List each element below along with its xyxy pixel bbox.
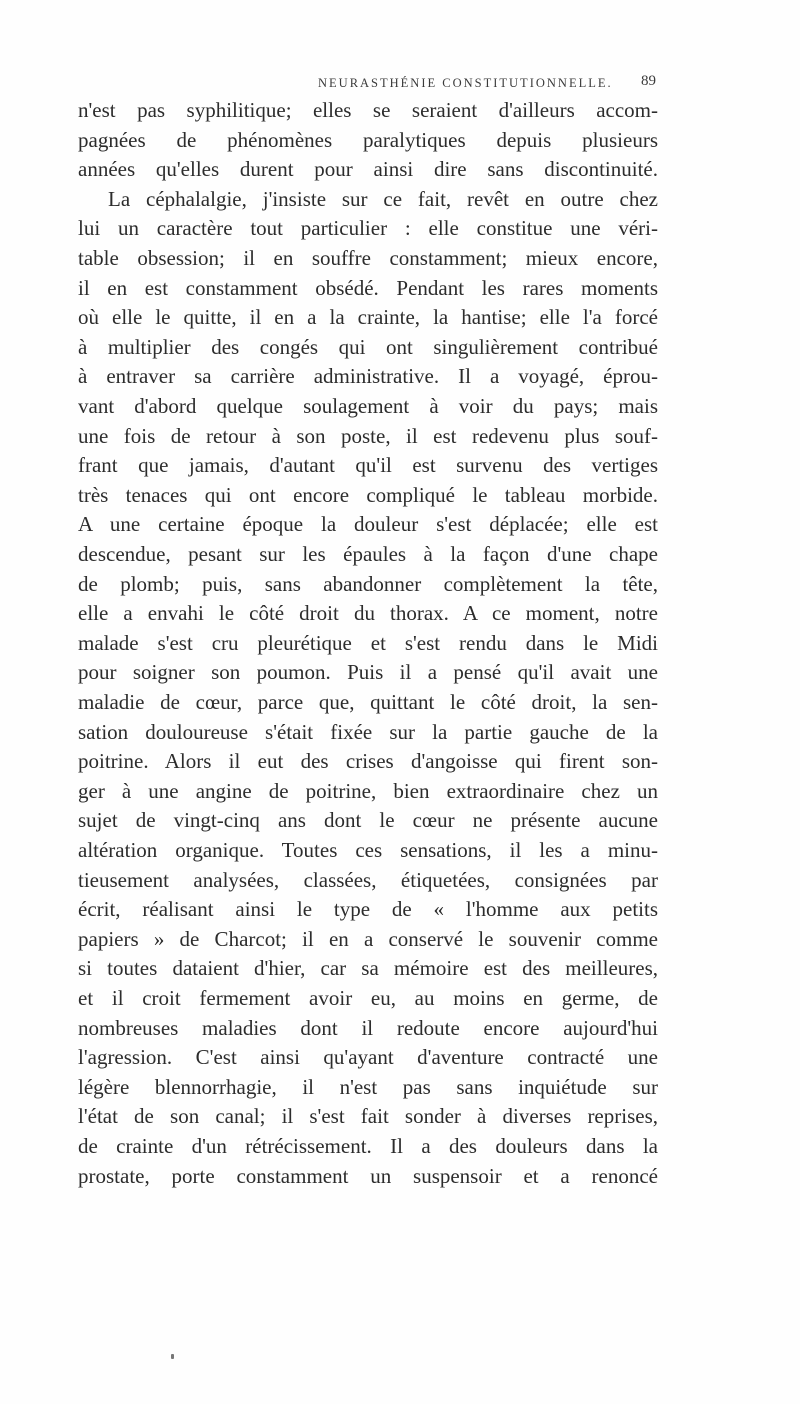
text-line: lui un caractère tout particulier : elle constitue une véri- bbox=[78, 216, 658, 241]
text-line: si toutes dataient d'hier, car sa mémoire est des meilleures, bbox=[78, 956, 658, 981]
text-line: papiers » de Charcot; il en a conservé le souvenir comme bbox=[78, 926, 658, 951]
text-line: années qu'elles durent pour ainsi dire sans discontinuité. bbox=[78, 157, 658, 182]
text-line: nombreuses maladies dont il redoute encore aujourd'hui bbox=[78, 1015, 658, 1040]
text-line: elle a envahi le côté droit du thorax. A ce moment, notre bbox=[78, 601, 658, 626]
text-line: pour soigner son poumon. Puis il a pensé qu'il avait une bbox=[78, 660, 658, 685]
text-line: très tenaces qui ont encore compliqué le tableau morbide. bbox=[78, 482, 658, 507]
text-line: légère blennorrhagie, il n'est pas sans inquiétude sur bbox=[78, 1074, 658, 1099]
text-line: frant que jamais, d'autant qu'il est survenu des vertiges bbox=[78, 453, 658, 478]
text-line: sujet de vingt-cinq ans dont le cœur ne présente aucune bbox=[78, 808, 658, 833]
text-line: où elle le quitte, il en a la crainte, la hantise; elle l'a forcé bbox=[78, 305, 658, 330]
text-line: et il croit fermement avoir eu, au moins en germe, de bbox=[78, 986, 658, 1010]
text-line: l'état de son canal; il s'est fait sonder à diverses reprises, bbox=[78, 1104, 658, 1129]
text-line: ger à une angine de poitrine, bien extraordinaire chez un bbox=[78, 778, 658, 803]
text-line: descendue, pesant sur les épaules à la façon d'une chape bbox=[78, 542, 658, 566]
text-line: l'agression. C'est ainsi qu'ayant d'aventure contracté une bbox=[78, 1045, 658, 1070]
text-line: sation douloureuse s'était fixée sur la partie gauche de la bbox=[78, 719, 658, 744]
text-line: altération organique. Toutes ces sensations, il les a minu- bbox=[78, 838, 658, 862]
text-line: de plomb; puis, sans abandonner complètement la tête, bbox=[78, 571, 658, 596]
text-line: poitrine. Alors il eut des crises d'angoisse qui firent son- bbox=[78, 749, 658, 774]
text-line: maladie de cœur, parce que, quittant le côté droit, la sen- bbox=[78, 690, 658, 714]
text-line: A une certaine époque la douleur s'est déplacée; elle est bbox=[78, 512, 658, 537]
text-line: vant d'abord quelque soulagement à voir du pays; mais bbox=[78, 394, 658, 418]
text-line: tieusement analysées, classées, étiquetées, consignées par bbox=[78, 867, 658, 892]
text-line: prostate, porte constamment un suspensoir et a renoncé bbox=[78, 1163, 658, 1188]
text-line: La céphalalgie, j'insiste sur ce fait, revêt en outre chez bbox=[108, 186, 658, 211]
text-line: à multiplier des congés qui ont singulièrement contribué bbox=[78, 334, 658, 359]
text-line: n'est pas syphilitique; elles se seraient d'ailleurs accom- bbox=[78, 98, 658, 122]
text-line: table obsession; il en souffre constamment; mieux encore, bbox=[78, 246, 658, 270]
ink-speck bbox=[171, 1354, 174, 1359]
text-line: écrit, réalisant ainsi le type de « l'homme aux petits bbox=[78, 897, 658, 922]
text-line: pagnées de phénomènes paralytiques depuis plusieurs bbox=[78, 127, 658, 152]
text-line: à entraver sa carrière administrative. Il a voyagé, éprou- bbox=[78, 364, 658, 389]
text-line: de crainte d'un rétrécissement. Il a des douleurs dans la bbox=[78, 1134, 658, 1158]
text-line: il en est constamment obsédé. Pendant les rares moments bbox=[78, 275, 658, 300]
text-line: une fois de retour à son poste, il est redevenu plus souf- bbox=[78, 423, 658, 448]
running-title: NEURASTHÉNIE CONSTITUTIONNELLE. bbox=[318, 76, 613, 90]
text-line: malade s'est cru pleurétique et s'est rendu dans le Midi bbox=[78, 630, 658, 655]
page-number: 89 bbox=[641, 73, 656, 89]
